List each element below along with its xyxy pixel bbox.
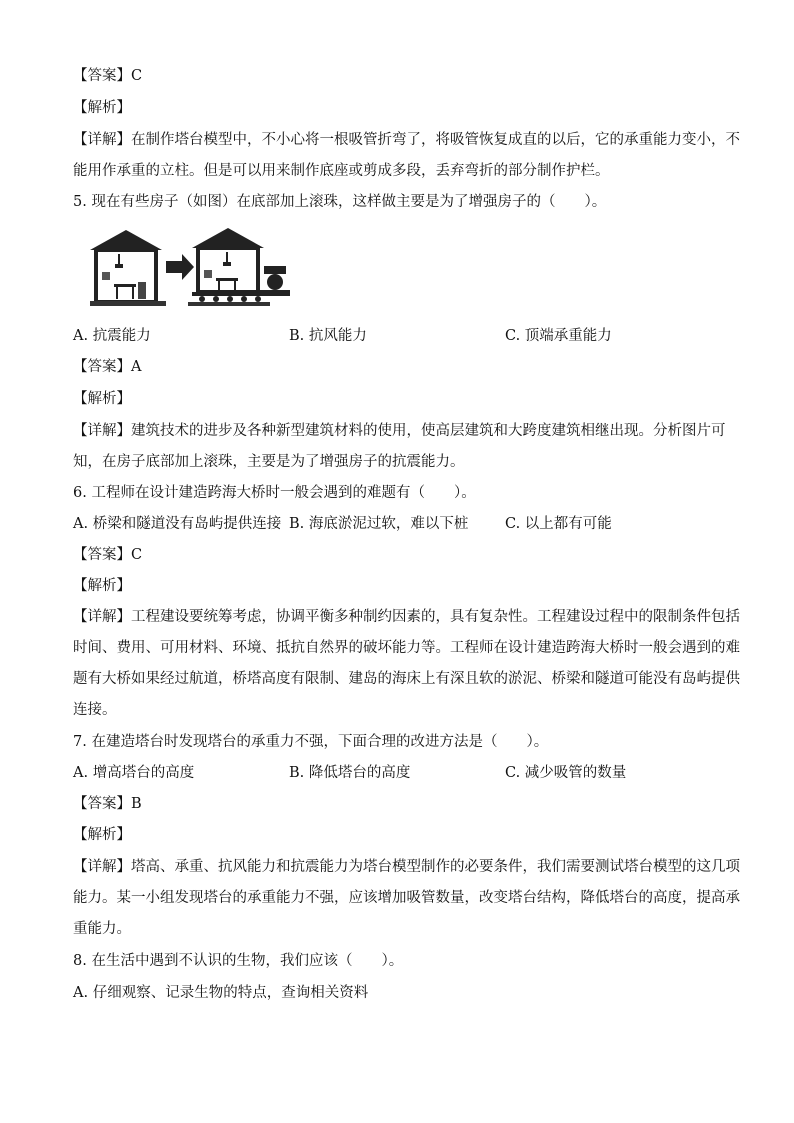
q4-detail-line-1: 【详解】在制作塔台模型中，不小心将一根吸管折弯了，将吸管恢复成直的以后，它的承重能力变小，不 [73,132,740,148]
house-without-rollers-illustration [90,230,166,306]
q5-analysis-heading: 【解析】 [73,391,131,407]
q6-question: 6. 工程师在设计建造跨海大桥时一般会遇到的难题有（ ）。 [73,485,476,501]
house-roller-figure [88,226,298,308]
q5-answer: 【答案】A [73,359,142,375]
q5-option-b: B. 抗风能力 [289,328,367,344]
q5-question: 5. 现在有些房子（如图）在底部加上滚珠，这样做主要是为了增强房子的（ ）。 [73,194,607,210]
q4-analysis-heading: 【解析】 [73,100,131,116]
q6-option-b: B. 海底淤泥过软，难以下桩 [289,516,469,532]
q5-option-a: A. 抗震能力 [73,328,151,344]
q6-detail-line-1: 【详解】工程建设要统筹考虑，协调平衡多种制约因素的，具有复杂性。工程建设过程中的限制条件包括 [73,609,740,625]
q5-option-c: C. 顶端承重能力 [505,328,612,344]
q7-detail-line-1: 【详解】塔高、承重、抗风能力和抗震能力为塔台模型制作的必要条件，我们需要测试塔台模型的这几项 [73,859,740,875]
q4-detail-line-2: 能用作承重的立柱。但是可以用来制作底座或剪成多段，丢弃弯折的部分制作护栏。 [73,163,610,179]
q8-option-a: A. 仔细观察、记录生物的特点，查询相关资料 [73,985,369,1001]
q6-option-a: A. 桥梁和隧道没有岛屿提供连接 [73,516,282,532]
q7-analysis-heading: 【解析】 [73,827,131,843]
q5-detail-line-2: 知，在房子底部加上滚珠，主要是为了增强房子的抗震能力。 [73,454,465,470]
q8-question: 8. 在生活中遇到不认识的生物，我们应该（ ）。 [73,953,404,969]
arrow-icon [166,254,194,280]
q6-analysis-heading: 【解析】 [73,578,131,594]
q7-option-b: B. 降低塔台的高度 [289,765,411,781]
q7-detail-line-2: 能力。某一小组发现塔台的承重能力不强，应该增加吸管数量，改变塔台结构，降低塔台的高度，提高承 [73,890,740,906]
q6-option-c: C. 以上都有可能 [505,516,612,532]
q4-answer: 【答案】C [73,68,143,84]
q6-answer: 【答案】C [73,547,143,563]
q6-detail-line-3: 题有大桥如果经过航道，桥塔高度有限制、建岛的海床上有深且软的淤泥、桥梁和隧道可能没有岛屿提供 [73,671,740,687]
q7-option-a: A. 增高塔台的高度 [73,765,195,781]
q7-question: 7. 在建造塔台时发现塔台的承重力不强，下面合理的改进方法是（ ）。 [73,734,549,750]
q6-detail-line-4: 连接。 [73,702,117,718]
q7-answer: 【答案】B [73,796,142,812]
q7-detail-line-3: 重能力。 [73,921,131,937]
q5-detail-line-1: 【详解】建筑技术的进步及各种新型建筑材料的使用，使高层建筑和大跨度建筑相继出现。分析图片可 [73,423,726,439]
q7-option-c: C. 减少吸管的数量 [505,765,627,781]
q6-detail-line-2: 时间、费用、可用材料、环境、抵抗自然界的破坏能力等。工程师在设计建造跨海大桥时一般会遇到的难 [73,640,740,656]
house-with-rollers-illustration [188,228,290,306]
